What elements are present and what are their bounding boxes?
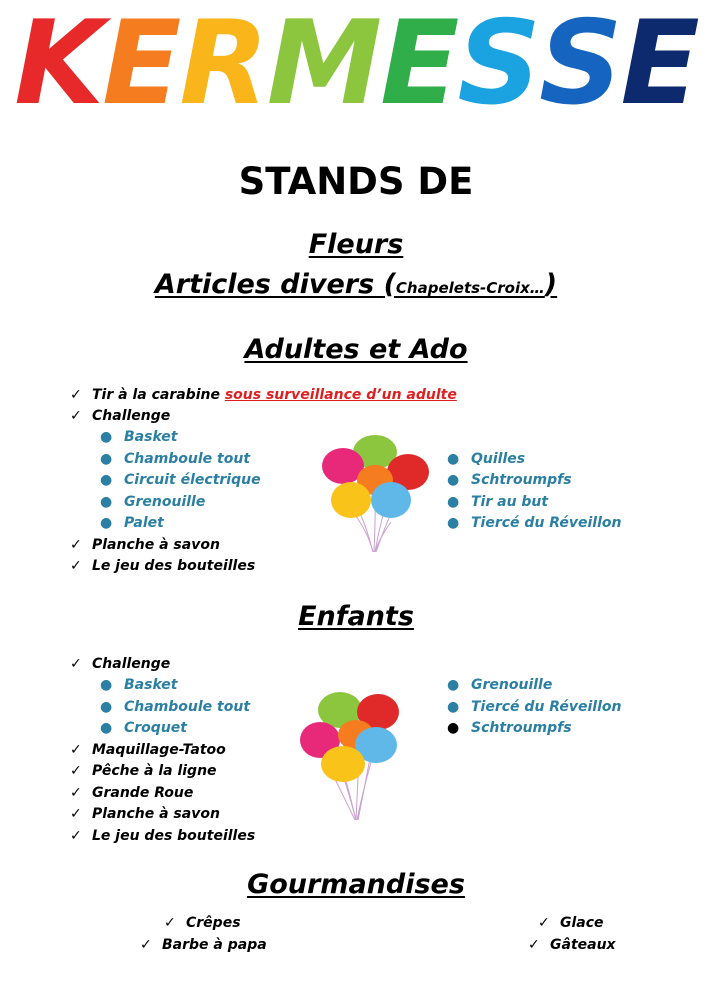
item-label: Basket <box>124 429 178 445</box>
item-tir-label: Tir à la carabine <box>92 387 225 403</box>
item-label: Maquillage-Tatoo <box>92 742 226 758</box>
item-label: Quilles <box>471 451 526 467</box>
check-icon: ✓ <box>70 387 82 403</box>
item-label: Croquet <box>124 720 187 736</box>
item-label: Basket <box>124 677 178 693</box>
heading-articles <box>0 268 712 305</box>
item-label: Tiercé du Réveillon <box>471 515 622 531</box>
list-item <box>447 676 552 694</box>
bullet-icon: ● <box>447 720 460 736</box>
list-item <box>447 514 621 532</box>
check-icon: ✓ <box>70 828 82 844</box>
kermesse-title <box>0 0 712 131</box>
balloons-icon <box>298 690 410 826</box>
item-label: Le jeu des bouteilles <box>92 828 256 844</box>
list-item <box>70 784 193 802</box>
check-icon: ✓ <box>164 915 176 931</box>
check-icon: ✓ <box>70 785 82 801</box>
item-label: Glace <box>560 915 604 931</box>
bullet-icon: ● <box>447 699 460 715</box>
bullet-icon: ● <box>447 677 460 693</box>
item-label: Chamboule tout <box>124 699 251 715</box>
check-icon: ✓ <box>140 937 152 953</box>
item-label: Le jeu des bouteilles <box>92 558 256 574</box>
list-item <box>447 698 621 716</box>
check-icon: ✓ <box>70 742 82 758</box>
check-icon: ✓ <box>70 806 82 822</box>
check-icon: ✓ <box>70 763 82 779</box>
heading-gourmandises: Gourmandises <box>247 869 465 900</box>
bullet-icon: ● <box>447 472 460 488</box>
articles-note: Chapelets-Croix… <box>395 279 545 297</box>
list-item <box>528 936 616 954</box>
title-letter-s2: S <box>538 0 621 131</box>
heading-fleurs: Fleurs <box>308 229 404 260</box>
bullet-icon: ● <box>100 429 113 445</box>
title-letter-k: K <box>14 0 103 131</box>
list-item <box>447 450 525 468</box>
bullet-icon: ● <box>100 699 113 715</box>
list-item <box>100 676 177 694</box>
item-label: Tir au but <box>471 494 549 510</box>
bullet-icon: ● <box>100 677 113 693</box>
item-challenge: Challenge <box>92 656 171 672</box>
list-item <box>70 557 255 575</box>
item-label: Planche à savon <box>92 537 220 553</box>
bullet-icon: ● <box>100 472 113 488</box>
list-item <box>70 655 170 673</box>
bullet-icon: ● <box>447 451 460 467</box>
list-item <box>447 471 572 489</box>
title-letter-s1: S <box>457 0 539 131</box>
list-item <box>70 407 170 425</box>
item-label: Crêpes <box>186 915 241 931</box>
list-item <box>538 914 604 932</box>
item-label: Gâteaux <box>550 937 616 953</box>
bullet-icon: ● <box>100 451 113 467</box>
list-item <box>447 719 572 737</box>
title-letter-e2: E <box>380 0 458 131</box>
list-item <box>100 428 177 446</box>
list-item <box>70 386 457 404</box>
list-item <box>100 514 164 532</box>
list-item <box>100 719 187 737</box>
item-label: Grenouille <box>471 677 553 693</box>
title-letter-e1: E <box>102 0 180 131</box>
bullet-icon: ● <box>100 494 113 510</box>
articles-open-paren: ( <box>383 269 396 300</box>
list-item <box>447 493 548 511</box>
item-label: Planche à savon <box>92 806 220 822</box>
bullet-icon: ● <box>447 515 460 531</box>
list-item <box>100 450 250 468</box>
title-letter-e3: E <box>620 0 698 131</box>
item-label: Pêche à la ligne <box>92 763 217 779</box>
item-label: Chamboule tout <box>124 451 251 467</box>
title-letter-m: M <box>266 0 381 131</box>
list-item <box>70 536 220 554</box>
check-icon: ✓ <box>70 537 82 553</box>
heading-enfants: Enfants <box>298 601 414 632</box>
check-icon: ✓ <box>70 656 82 672</box>
list-item <box>70 805 220 823</box>
heading-adultes: Adultes et Ado <box>244 334 468 365</box>
list-item <box>70 741 226 759</box>
list-item <box>100 471 261 489</box>
check-icon: ✓ <box>538 915 550 931</box>
item-label: Grande Roue <box>92 785 194 801</box>
bullet-icon: ● <box>447 494 460 510</box>
check-icon: ✓ <box>528 937 540 953</box>
item-label: Barbe à papa <box>162 937 267 953</box>
item-label: Tiercé du Réveillon <box>471 699 622 715</box>
item-label: Circuit électrique <box>124 472 261 488</box>
item-label: Schtroumpfs <box>471 720 572 736</box>
check-icon: ✓ <box>70 558 82 574</box>
subtitle: STANDS DE <box>238 160 474 203</box>
list-item <box>100 698 250 716</box>
list-item <box>70 827 255 845</box>
bullet-icon: ● <box>100 515 113 531</box>
item-label: Schtroumpfs <box>471 472 572 488</box>
check-icon: ✓ <box>70 408 82 424</box>
list-item <box>140 936 267 954</box>
item-label: Grenouille <box>124 494 206 510</box>
item-label: Palet <box>124 515 164 531</box>
bullet-icon: ● <box>100 720 113 736</box>
articles-close-paren: ) <box>544 269 558 300</box>
list-item <box>70 762 217 780</box>
list-item <box>100 493 205 511</box>
title-letter-r: R <box>179 0 267 131</box>
articles-main: Articles divers <box>154 269 384 300</box>
balloons-icon <box>318 432 436 562</box>
list-item <box>164 914 241 932</box>
item-challenge: Challenge <box>92 408 171 424</box>
item-tir-note: sous surveillance d’un adulte <box>224 387 457 403</box>
